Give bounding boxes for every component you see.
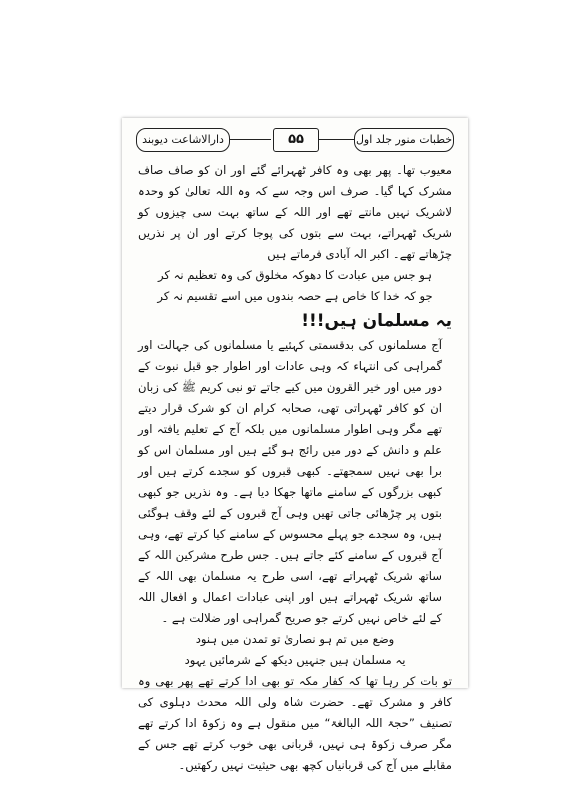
paragraph-1: معیوب تھا۔ پھر بھی وہ کافر ٹھہرائے گئے اور ان کو صاف صاف مشرک کہا گیا۔ صرف اس وجہ سے کہ وہ اللہ تعالیٰ کو وحدہ لاشریک نہیں مانتے تھے اور اللہ کے ساتھ بہت سی چیزوں کو شریک ٹھہراتے، بہت سے بتوں کی پوجا کرتے اور ان پر نذریں چڑھاتے تھے۔ اکبر الہ آبادی فرماتے ہیں bbox=[138, 163, 452, 261]
header-rule-left bbox=[230, 139, 271, 140]
verse-1-line-2: جو کہ خدا کا خاص ہے حصہ بندوں میں اسے تقسیم نہ کر bbox=[157, 289, 433, 303]
publisher-box: دارالاشاعت دیوبند bbox=[136, 128, 230, 152]
verse-2-line-1: وضع میں تم ہو نصاریٰ تو تمدن میں ہنود bbox=[195, 632, 395, 646]
header-rule-right bbox=[319, 139, 354, 140]
section-heading: یہ مسلمان ہیں!!! bbox=[301, 311, 452, 331]
verse-2-line-2: یہ مسلمان ہیں جنہیں دیکھ کے شرمائیں یہود bbox=[184, 653, 406, 667]
book-title-box: خطبات منور جلد اول bbox=[354, 128, 454, 152]
paragraph-2: آج مسلمانوں کی بدقسمتی کہئیے یا مسلمانوں کی جہالت اور گمراہی کی انتہاء کہ وہی عادات اور اطوار جو قبل نبوت کے دور میں اور خیر القرون میں کیے جاتے تو نبی کریم ﷺ کی زبان ان کو کافر ٹھہراتی تھی، صحابہ کرام ان کو شرک قرار دیتے تھے مگر وہی اطوار مسلمانوں میں بلکہ آج کے تعلیم یافتہ اور علم و دانش کے دور میں رائج ہو گئے ہیں اور مسلمان اس کو برا بھی نہیں سمجھتے۔ کبھی قبروں کو سجدے کرتے ہیں اور کبھی بزرگوں کے سامنے ماتھا جھکا دیا ہے۔ وہ نذریں جو کبھی بتوں پر چڑھائی جاتی تھیں وہی آج قبروں کے لئے وقف ہوگئی ہیں، وہ سجدے جو پہلے محسوس کے سامنے کیا کرتے تھے، وہی آج قبروں کے سامنے کئے جاتے ہیں۔ جس طرح مشرکین اللہ کے ساتھ شریک ٹھہراتے تھے، اسی طرح یہ مسلمان بھی اللہ کے ساتھ شریک ٹھہراتے ہیں اور اپنی عبادات اعمال و افعال اللہ کے لئے خاص نہیں کرتے جو صریح گمراہی اور ضلالت ہے ۔ bbox=[138, 338, 442, 625]
book-page bbox=[122, 118, 468, 772]
page-body bbox=[138, 160, 452, 772]
paragraph-3: تو بات کر رہا تھا کہ کفار مکہ تو بھی ادا کرتے تھے پھر بھی وہ کافر و مشرک تھے۔ حضرت شاہ ولی اللہ محدث دہلوی کی تصنیف ”حجۃ اللہ البالغۃ“ میں منقول ہے وہ زکوۃ ادا کرتے تھے مگر صرف زکوۃ ہی نہیں، قربانی بھی خوب کرتے تھے جس کے مقابلے میں آج کی قربانیاں کچھ بھی حیثیت نہیں رکھتیں۔ bbox=[138, 674, 452, 772]
page-number: ۵۵ bbox=[273, 128, 319, 152]
verse-1-line-1: ہو جس میں عبادت کا دھوکہ مخلوق کی وہ تعظیم نہ کر bbox=[157, 268, 433, 282]
page-header bbox=[136, 128, 454, 154]
